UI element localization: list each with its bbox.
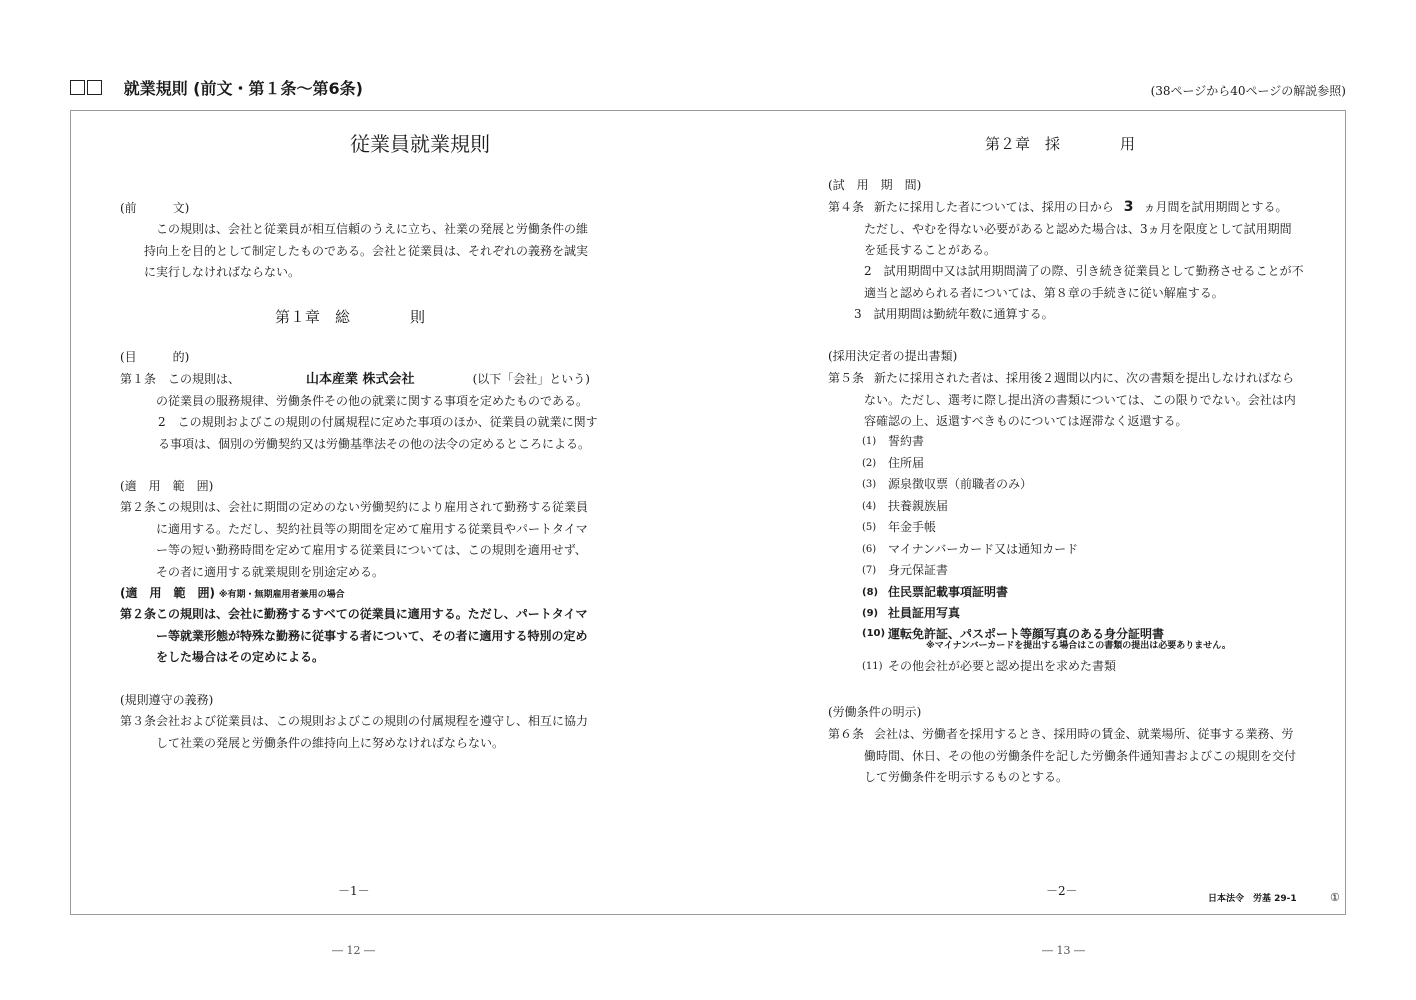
chapter-2-heading: 第２章 採 用 bbox=[985, 135, 1136, 153]
list-item: (2) 住所届 bbox=[862, 455, 925, 470]
article-3 bbox=[120, 711, 590, 754]
article-1-post: (以下「会社」という) bbox=[472, 372, 590, 386]
article-1-pre: この規則は、 bbox=[168, 372, 241, 386]
list-item: (9) 社員証用写真 bbox=[862, 606, 961, 620]
preamble-caption: (前 文) bbox=[120, 201, 190, 215]
article-2-caption: (適 用 範 囲) bbox=[120, 479, 214, 493]
article-5-text: 新たに採用された者は、採用後２週間以内に、次の書類を提出しなければならない。ただし、選考に際し提出済の書類については、この限りでない。会社は内容確認の上、返還すべきものについては遅滞なく返還する。 bbox=[864, 371, 1296, 428]
article-1-line1 bbox=[120, 369, 590, 391]
list-item: (8) 住民票記載事項証明書 bbox=[862, 584, 1009, 599]
publisher-code: 日本法令 労基 29-1 bbox=[1208, 894, 1297, 904]
list-item: (4) 扶養親族届 bbox=[862, 498, 949, 513]
article-4-para2-text: 2 試用期間中又は試用期間満了の際、引き続き従業員として勤務させることが不適当と認められる者については、第８章の手続きに従い解雇する。 bbox=[864, 264, 1304, 300]
article-1-text: の従業員の服務規律、労働条件その他の就業に関する事項を定めたものである。 bbox=[156, 394, 589, 408]
list-item: (5) 年金手帳 bbox=[862, 520, 937, 534]
preamble-text: この規則は、会社と従業員が相互信頼のうえに立ち、社業の発展と労働条件の維持向上を目的として制定したものである。会社と従業員は、それぞれの義務を誠実に実行しなければならない。 bbox=[144, 222, 589, 279]
article-4 bbox=[828, 197, 1298, 262]
article-6-text: 会社は、労働者を採用するとき、採用時の賃金、就業場所、従事する業務、労働時間、休日、その他の労働条件を記した労働条件通知書およびこの規則を交付して労働条件を明示するものとする。 bbox=[864, 727, 1297, 784]
checkbox-square-icon bbox=[70, 80, 85, 95]
article-6-number: 第６条 bbox=[828, 727, 865, 741]
article-5-number: 第５条 bbox=[828, 371, 865, 385]
checkbox-square-icon bbox=[87, 80, 102, 95]
item-10-note: ※マイナンバーカードを提出する場合はこの書類の提出は必要ありません。 bbox=[926, 640, 1231, 651]
list-item: (3) 源泉徴収票（前職者のみ） bbox=[862, 477, 1033, 491]
list-item: (1) 誓約書 bbox=[862, 434, 925, 448]
article-1-para2 bbox=[146, 412, 600, 455]
list-item: (7) 身元保証書 bbox=[862, 563, 949, 577]
article-2-alt-caption-row bbox=[120, 583, 345, 605]
article-2-number: 第２条 bbox=[120, 500, 157, 514]
list-item: (10) 運転免許証、パスポート等顔写真のある身分証明書 bbox=[862, 626, 1165, 641]
chapter-1-heading: 第１章 総 則 bbox=[275, 308, 426, 326]
article-5-document-list bbox=[828, 431, 1298, 677]
article-3-text: 会社および従業員は、この規則およびこの規則の付属規程を遵守し、相互に協力して社業の発展と労働条件の維持向上に努めなければならない。 bbox=[156, 714, 589, 750]
article-1-number: 第１条 bbox=[120, 372, 157, 386]
article-2-alt-caption: (適 用 範 囲) bbox=[120, 586, 215, 600]
article-5-caption: (採用決定者の提出書類) bbox=[828, 349, 958, 363]
article-2-text: この規則は、会社に期間の定めのない労働契約により雇用されて勤務する従業員に適用する。ただし、契約社員等の期間を定めて雇用する従業員やパートタイマー等の短い勤務時間を定めて雇用する従業員については、この規則を適用せず、その者に適用する就業規則を別途定める。 bbox=[156, 500, 589, 579]
circled-number-badge: ① bbox=[1330, 891, 1340, 904]
article-2-alt-number: 第２条 bbox=[120, 607, 157, 621]
article-4-pre: 新たに採用した者については、採用の日から bbox=[874, 200, 1114, 214]
article-4-para2 bbox=[854, 261, 1308, 304]
list-item: (11) その他会社が必要と認め提出を求めた書類 bbox=[862, 658, 1117, 673]
article-1-caption: (目 的) bbox=[120, 350, 190, 364]
article-1-para2-text: 2 この規則およびこの規則の付属規程に定めた事項のほか、従業員の就業に関する事項は、個別の労働契約又は労働基準法その他の法令の定めるところによる。 bbox=[158, 415, 598, 451]
company-name: 山本産業 株式会社 bbox=[306, 372, 415, 387]
probation-months: 3 bbox=[1123, 199, 1134, 215]
article-4-number: 第４条 bbox=[828, 200, 865, 214]
list-item: (6) マイナンバーカード又は通知カード bbox=[862, 541, 1079, 556]
document-title: 従業員就業規則 bbox=[350, 132, 490, 156]
page-number-1: －1－ bbox=[338, 884, 370, 898]
article-2-alt-text: この規則は、会社に勤務するすべての従業員に適用する。ただし、パートタイマー等就業形態が特殊な勤務に従事する者について、その者に適用する特別の定めをした場合はその定めによる。 bbox=[156, 607, 588, 664]
article-2 bbox=[120, 497, 590, 583]
article-4-caption: (試 用 期 間) bbox=[828, 178, 922, 192]
article-6 bbox=[828, 724, 1298, 789]
footer-page-12: ― 12 ― bbox=[332, 944, 375, 957]
article-5 bbox=[828, 368, 1298, 433]
article-2-alt-note: ※有期・無期雇用者兼用の場合 bbox=[218, 590, 345, 600]
article-3-number: 第３条 bbox=[120, 714, 157, 728]
article-4-post: ヵ月間を試用期間とする。ただし、やむを得ない必要があると認めた場合は、3ヵ月を限度として試用期間を延長することがある。 bbox=[864, 200, 1292, 257]
section-title: 就業規則 (前文・第１条〜第6条) bbox=[123, 79, 363, 98]
article-2-alt bbox=[120, 604, 590, 669]
page-number-2: －2－ bbox=[1046, 884, 1078, 898]
article-3-caption: (規則遵守の義務) bbox=[120, 693, 214, 707]
article-6-caption: (労働条件の明示) bbox=[828, 705, 922, 719]
page-header-title bbox=[70, 76, 363, 99]
reference-note: (38ページから40ページの解説参照) bbox=[1150, 84, 1346, 98]
article-4-para3: 3 試用期間は勤続年数に通算する。 bbox=[854, 307, 1054, 321]
footer-page-13: ― 13 ― bbox=[1042, 944, 1085, 957]
